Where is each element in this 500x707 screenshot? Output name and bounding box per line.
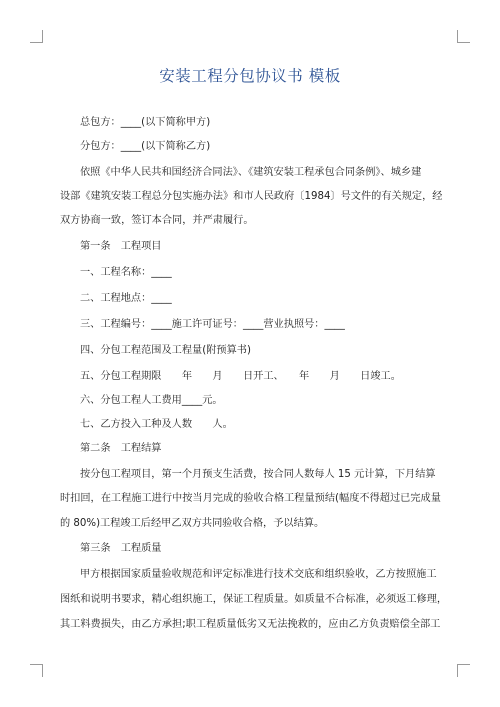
workforce-line: 七、乙方投入工种及人数 人。 [80, 419, 233, 430]
general-contractor-line: 总包方：____(以下简称甲方) [80, 117, 211, 128]
quality-line-1: 甲方根据国家质量验收规范和评定标准进行技术交底和组织验收，乙方按照施工 [80, 569, 437, 580]
article-1-heading: 第一条 工程项目 [80, 241, 162, 252]
project-period-line: 五、分包工程期限 年 月 日开工、 年 月 日竣工。 [80, 371, 401, 382]
quality-line-3: 其工料费损失，由乙方承担;职工程质量低劣又无法挽救的，应由乙方负责赔偿全部工 [60, 619, 441, 630]
article-3-heading: 第三条 工程质量 [80, 543, 162, 554]
settlement-line-1: 按分包工程项目，第一个月预支生活费，按合同人数每人 15 元计算，下月结算 [80, 469, 436, 480]
crop-mark-top-left [30, 30, 43, 43]
document-title: 安装工程分包协议书 模板 [159, 67, 341, 85]
preamble-line-3: 双方协商一致，签订本合同，并严肃履行。 [60, 215, 254, 226]
subcontractor-line: 分包方：____(以下简称乙方) [80, 141, 211, 152]
crop-mark-bottom-right [457, 664, 470, 677]
settlement-line-3: 的 80%)工程竣工后经甲乙双方共同验收合格，予以结算。 [60, 518, 325, 529]
project-location-line: 二、工程地点：____ [80, 293, 172, 304]
article-2-heading: 第二条 工程结算 [80, 443, 162, 454]
preamble-line-2: 设部《建筑安装工程总分包实施办法》和市人民政府〔1984〕号文件的有关规定，经 [60, 191, 443, 202]
project-number-line: 三、工程编号：____施工许可证号：____营业执照号：____ [80, 319, 345, 330]
crop-mark-top-right [457, 30, 470, 43]
preamble-line-1: 依照《中华人民共和国经济合同法》、《建筑安装工程承包合同条例》、城乡建 [80, 167, 422, 178]
project-scope-line: 四、分包工程范围及工程量(附预算书) [80, 345, 251, 356]
quality-line-2: 图纸和说明书要求，精心组织施工，保证工程质量。如质量不合标准，必须返工修理， [60, 594, 448, 605]
settlement-line-2: 时扣回，在工程施工进行中按当月完成的验收合格工程量预结(幅度不得超过已完成量 [60, 493, 441, 504]
labor-cost-line: 六、分包工程人工费用____元。 [80, 395, 223, 406]
crop-mark-bottom-left [30, 664, 43, 677]
project-name-line: 一、工程名称：____ [80, 267, 172, 278]
